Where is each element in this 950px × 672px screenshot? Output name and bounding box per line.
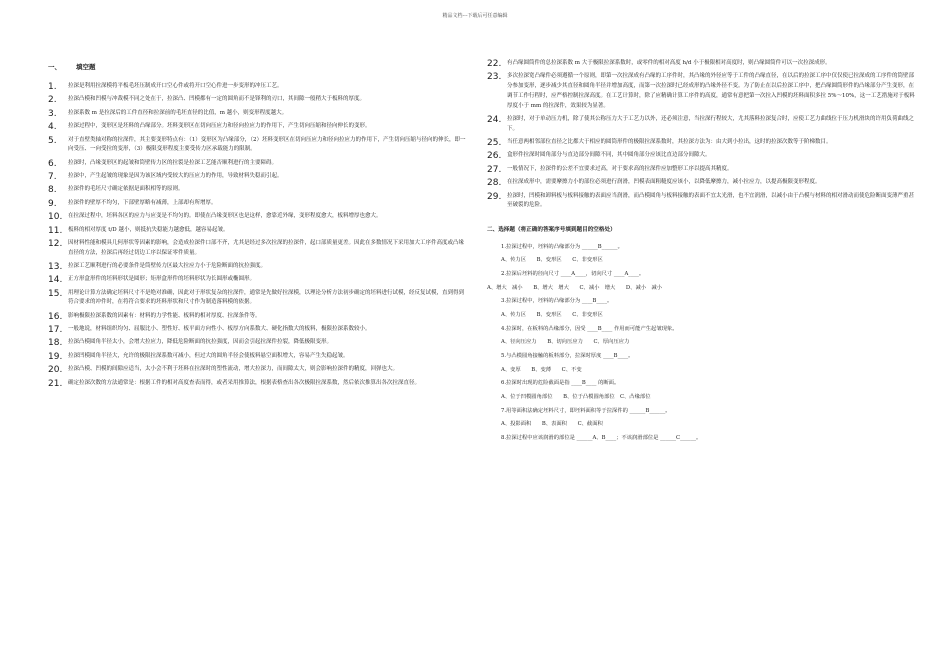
question-item	[48, 365, 468, 375]
question-item	[48, 185, 468, 195]
question-text: 拉深中，产生起皱的现象是因为该区域内受较大的压应力的作用，导致材料失稳而引起。	[68, 172, 283, 179]
question-text: 拉深凹模圆角半径大，允许的极限拉深系数可减小，但过大的圆角半径会使板料悬空面积增大，容易产生失稳起皱。	[68, 352, 349, 359]
question-item	[48, 226, 468, 236]
question-text: 影响极限拉深系数的因素有：材料的力学性能、板料的相对厚度、拉深条件等。	[68, 312, 261, 319]
question-item	[487, 165, 915, 175]
question-number: 29.	[487, 191, 502, 202]
question-text: 正方形盒形件的坯料形状是圆形；矩形盒形件的坯料形状为长圆形或椭圆形。	[68, 276, 256, 283]
question-text: 拉深工艺顺利进行的必要条件是筒壁传力区最大拉应力小于危险断面的抗拉强度。	[68, 262, 267, 269]
question-text: 用理论计算方法确定坯料尺寸不是绝对准确，因此对于形状复杂的拉深件，通常是先做好拉深模，以理论分析方法初步确定的坯料进行试模，经反复试模，直到得到符合要求的冲件时，在将符合要求的坯料形状和尺寸作为制造落料模的依据。	[68, 289, 465, 306]
question-number: 4.	[48, 122, 57, 133]
question-item	[48, 95, 468, 105]
choice-stem: 4.拉深时，在板料的凸缘部分，因受 ____B____ 作用而可能产生起皱现象。	[501, 325, 678, 332]
question-text: 有凸缘圆筒件的总拉深系数 m 大于极限拉深系数时，或零件的相对高度 h/d 小于极限相对高度时，则凸缘圆筒件可以一次拉深成形。	[507, 60, 831, 66]
right-column	[487, 59, 915, 448]
question-item	[48, 352, 468, 362]
question-item	[48, 325, 468, 335]
question-text: 拉深凸模圆角半径太小，会增大拉应力，降低危险断面的抗拉强度，因而会引起拉深件拉裂，降低极限变形。	[68, 339, 333, 346]
question-text: 拉深是利用拉深模将平板毛坯压制成开口空心件或将开口空心件进一步变形的冲压工艺。	[68, 83, 283, 89]
choice-stem: 3.拉深过程中，坯料的凸缘部分为 ____B____。	[501, 298, 613, 305]
question-item	[48, 312, 468, 322]
question-number: 27.	[487, 164, 502, 175]
question-item	[487, 192, 915, 212]
question-number: 16.	[48, 311, 63, 322]
choice-stem: 8.拉深过程中应该润滑的部位是 ______A、B____；不该润滑部位是 ______C______。	[501, 435, 702, 442]
question-number: 14.	[48, 275, 63, 286]
choice-stem: 7.用等面积法确定坯料尺寸，即坯料面积等于拉深件的 ______B______。	[501, 407, 671, 414]
choice-stem: 1.拉深过程中，坯料的凸缘部分为 ______B______。	[501, 243, 623, 250]
left-column	[48, 62, 468, 392]
question-item	[48, 239, 468, 259]
question-item	[48, 122, 468, 132]
question-text: 拉深过程中，变形区是坯料的凸缘部分。坯料变形区在切向压应力和径向拉应力的作用下，产生切向压缩和径向伸长的变形。	[68, 123, 371, 130]
choice-options: A、位于凹模圆角部位 B、位于凸模圆角部位 C、凸缘部位	[501, 394, 651, 401]
question-number: 5.	[48, 135, 57, 146]
section1-label: 填空题	[76, 63, 96, 71]
choice-question	[487, 407, 915, 429]
question-text: 板料的相对厚度 t/D 越小，则抵抗失稳能力越愈低，越容易起皱。	[68, 226, 229, 233]
question-number: 12.	[48, 238, 63, 249]
question-text: 拉深凸模、凹模的间隙应适当，太小会不利于坯料在拉深时的塑性流动，增大拉深力，而间隙太大，则会影响拉深件的精度，回弹也大。	[68, 366, 399, 373]
question-number: 3.	[48, 108, 57, 119]
section2-title: 二、选择题（将正确的答案序号填到题目的空格处）	[487, 226, 616, 233]
question-number: 19.	[48, 351, 63, 362]
question-item	[487, 59, 915, 69]
choice-options: A、径向压应力 B、切向压应力 C、厚向压应力	[501, 339, 630, 346]
question-text: 拉深件的壁厚不均匀，下部壁厚略有减薄，上部却有所增厚。	[68, 199, 217, 206]
question-item	[48, 82, 468, 92]
question-item	[487, 138, 915, 148]
question-number: 9.	[48, 198, 57, 209]
choice-question	[487, 379, 915, 401]
section1-title	[48, 62, 468, 71]
question-number: 2.	[48, 95, 57, 106]
question-number: 13.	[48, 261, 63, 272]
question-number: 10.	[48, 212, 63, 223]
choice-question	[487, 434, 915, 442]
question-item	[487, 151, 915, 161]
choice-options: A、变厚 B、变薄 C、不变	[501, 366, 582, 373]
choice-stem: 2.拉深后坯料的径向尺寸 ____A____，切向尺寸 ____A____。	[501, 270, 645, 277]
question-item	[48, 338, 468, 348]
right-question-list	[487, 59, 915, 215]
question-text: 确定拉深次数的方法通常是：根据工件的相对高度查表而得，或者采用推算法，根据表格查出各次极限拉深系数，然后依次推算出各次拉深直径。	[68, 379, 421, 386]
question-item	[48, 379, 468, 389]
choice-options: A、投影面积 B、表面积 C、截面积	[501, 421, 603, 428]
question-item	[48, 136, 468, 156]
choice-options: A、传力区 B、变形区 C、非变形区	[501, 257, 603, 264]
multiple-choice-list	[487, 243, 915, 448]
question-item	[48, 275, 468, 285]
question-text: 一般地说，材料组织均匀、屈服比小、塑性好、板平面方向性小、板厚方向系数大、硬化指数大的板料，极限拉深系数较小。	[68, 326, 371, 333]
question-text: 拉深时，凹模和卸料板与板料接触的表面应当润滑，而凸模圆角与板料接触的表面不宜太光滑，也不宜润滑，以减小由于凸模与材料的相对滑动而使危险断面变薄严重甚至破裂的危险。	[507, 192, 915, 209]
question-number: 8.	[48, 185, 57, 196]
question-item	[48, 159, 468, 169]
question-number: 28.	[487, 178, 502, 189]
question-text: 一般情况下，拉深件的公差不宜要求过高，对于要求高的拉深件应加整形工序以提高其精度。	[507, 165, 733, 172]
choice-question	[487, 352, 915, 374]
question-text: 多次拉深宽凸缘件必须遵循一个原则，即第一次拉深成有凸缘的工序件时，其凸缘的外径应等于工件的凸缘直径，在以后的拉深工序中仅仅使已拉深成的工序件的筒壁部分参加变形，逐步减少其直径和圆角半径并增加高度，而第一次拉深时已经成形的凸缘外径不变。为了防止在以后拉深工序中，把凸缘圆筒形件的凸缘部分产生变形，在调节工作行程时，应严格控制拉深高度。在工艺计算时，除了应精确计算工序件的高度，通常有意把第一次拉入凹模的坯料面积多拉 5%～10%，这一工艺措施对于板料厚度小于 mm 的拉深件，效果较为显著。	[507, 73, 915, 109]
question-number: 24.	[487, 114, 502, 125]
choice-question	[487, 243, 915, 265]
question-text: 拉深时，对于单动压力机，除了使其公称压力大于工艺力以外，还必须注意，当拉深行程较大，尤其落料拉深复合时，应使工艺力曲线位于压力机滑块的许用负荷曲线之下。	[507, 115, 915, 132]
question-item	[48, 199, 468, 209]
question-number: 6.	[48, 158, 57, 169]
question-item	[48, 289, 468, 309]
choice-question	[487, 325, 915, 347]
question-item	[48, 109, 468, 119]
question-number: 17.	[48, 325, 63, 336]
question-number: 23.	[487, 72, 502, 83]
choice-options: A、增大 减小 B、增大 增大 C、减小 增大 D、减小 减小	[487, 284, 662, 291]
question-number: 11.	[48, 225, 63, 236]
question-number: 18.	[48, 338, 63, 349]
section1-number: 一、	[48, 63, 61, 71]
question-text: 拉深时，凸缘变形区的起皱和筒壁传力区的拉裂是拉深工艺能否顺利进行的主要障碍。	[68, 159, 278, 166]
question-text: 当任意两相邻部位直径之比都大于相应的圆筒形件的极限拉深系数时，其拉深方法为：由大到小拉出，这时的拉深次数等于阶梯数目。	[507, 138, 832, 145]
question-item	[48, 262, 468, 272]
question-text: 对于直壁类轴对称的拉深件，其主要变形特点有：（1）变形区为凸缘部分，（2）坯料变形区在切向压应力和径向拉应力的作用下，产生切向压缩与径向的伸长，即一向受压、一向受拉的变形，（3）极限变形程度主要受传力区承载能力的限制。	[68, 136, 466, 153]
page-header: 精品文档---下载后可任意编辑	[442, 13, 508, 19]
question-number: 7.	[48, 171, 57, 182]
choice-stem: 5.与凸模圆角接触的板料部分，拉深时厚度 ____B____。	[501, 353, 634, 359]
choice-stem: 6.拉深时出现的危险截面是指 ____B____ 的断面。	[501, 380, 620, 387]
question-text: 在拉深过程中，坯料各区的应力与应变是不均匀的。即使在凸缘变形区也是这样，愈靠近外缘，变形程度愈大，板料增厚也愈大。	[68, 213, 382, 220]
question-number: 15.	[48, 288, 63, 299]
left-question-list	[48, 82, 468, 392]
question-item	[487, 178, 915, 188]
question-text: 拉深凸模和凹模与冲裁模不同之处在于，拉深凸、凹模都有一定的圆角而不是锋利的刃口，其间隙一般稍大于板料的厚度。	[68, 96, 366, 103]
choice-question	[487, 270, 915, 292]
question-number: 20.	[48, 365, 63, 376]
question-text: 拉深系数 m 是拉深后的工件直径和拉深前的毛坯直径的比值，m 越小，则变形程度越大。	[68, 109, 288, 116]
question-number: 21.	[48, 378, 63, 389]
question-item	[487, 115, 915, 135]
question-text: 因材料性能和模具几何形状等因素的影响，会造成拉深件口部不齐，尤其是经过多次拉深的拉深件，起口部质量更差。因此在多数情况下采用加大工序件高度或凸缘直径的方法，拉深后再经过切边工序以保证零件质量。	[68, 239, 465, 256]
question-text: 拉深件的毛坯尺寸确定依据是面积相等的原则。	[68, 186, 184, 193]
question-text: 盒形件拉深时圆角部分与直边部分间隙不同，其中圆角部分应该比直边部分间隙大。	[507, 152, 711, 159]
choice-options: A、传力区 B、变形区 C、非变形区	[501, 311, 603, 318]
choice-question	[487, 297, 915, 319]
question-number: 22.	[487, 59, 502, 69]
question-item	[487, 72, 915, 111]
question-number: 1.	[48, 82, 57, 92]
question-number: 26.	[487, 151, 502, 162]
question-number: 25.	[487, 137, 502, 148]
question-text: 在拉深成形中，需要摩擦力小的部位必须进行润滑，凹模表面粗糙度应该小，以降低摩擦力，减小拉应力，以提高极限变形程度。	[507, 179, 821, 186]
question-item	[48, 212, 468, 222]
question-item	[48, 172, 468, 182]
